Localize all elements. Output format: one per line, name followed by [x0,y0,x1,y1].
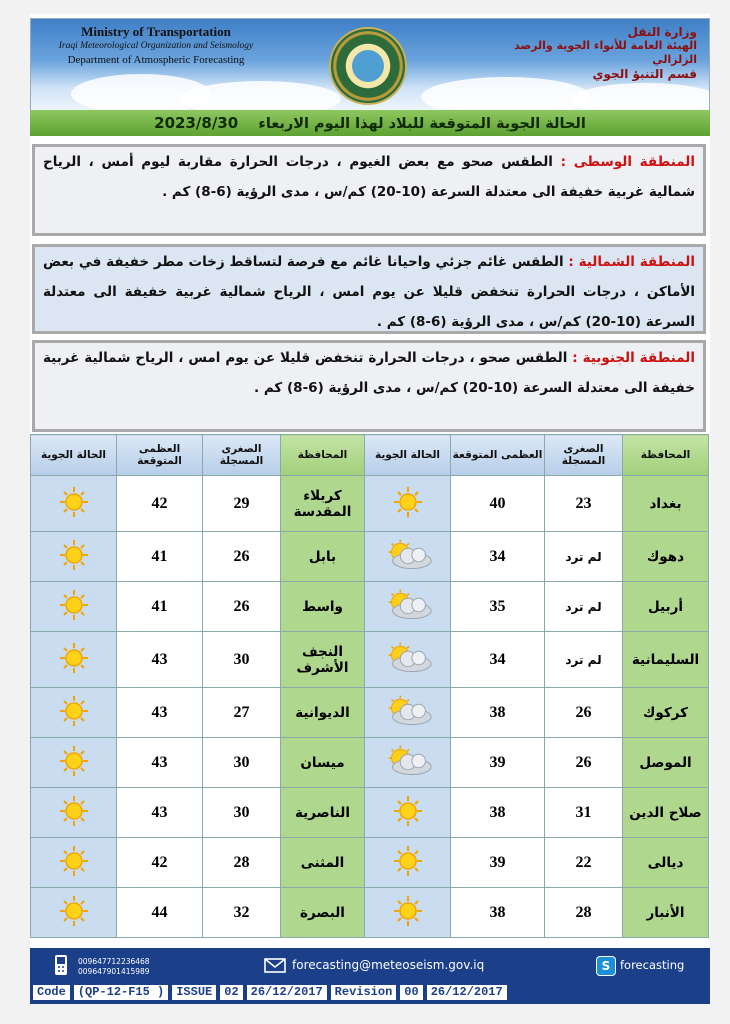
min-temp: 22 [545,838,623,888]
cloud-shape [181,81,341,112]
max-temp: 34 [451,632,545,688]
issue-label: ISSUE [171,984,217,1001]
sun-icon [31,632,117,688]
min-temp: 23 [545,476,623,532]
max-temp: 43 [117,738,203,788]
region-text: الطقس صحو مع بعض الغيوم ، درجات الحرارة مقاربة ليوم أمس ، الرياح شمالية غربية خفيفة الى معتدلة السرعة (10-20) كم/س ، مدى الرؤية (6-8) كم . [43,154,695,200]
header-max: العظمى المتوقعة [117,435,203,476]
header-weather: الحالة الجوية [31,435,117,476]
cloud-shape [421,77,591,112]
header-governorate: المحافظة [623,435,709,476]
governorate-name: دهوك [623,532,709,582]
table-row [31,582,709,632]
meteorological-seal-icon [329,27,407,105]
letterhead [30,18,710,112]
sun-icon [31,582,117,632]
arabic-heading [467,25,697,81]
governorate-name: الناصرية [281,788,365,838]
min-temp: 30 [203,788,281,838]
sun-icon [365,788,451,838]
governorate-name: النجف الأشرف [281,632,365,688]
table-row [31,532,709,582]
governorate-name: بغداد [623,476,709,532]
governorate-name: أربيل [623,582,709,632]
sun-icon [365,476,451,532]
sun-icon [365,888,451,938]
issue-date: 26/12/2017 [246,984,328,1001]
max-temp: 42 [117,476,203,532]
governorate-name: الأنبار [623,888,709,938]
table-row [31,788,709,838]
max-temp: 41 [117,582,203,632]
region-north [32,244,706,334]
header-weather: الحالة الجوية [365,435,451,476]
sun-icon [31,838,117,888]
code-value: (QP-12-F15 ) [73,984,169,1001]
governorate-name: ميسان [281,738,365,788]
max-temp: 39 [451,738,545,788]
email-address[interactable]: forecasting@meteoseism.gov.iq [292,958,485,972]
governorate-name: السليمانية [623,632,709,688]
organization-name-en: Iraqi Meteorological Organization and Seismology [58,41,254,51]
revision-label: Revision [330,984,398,1001]
min-temp: 26 [545,688,623,738]
sun-icon [365,838,451,888]
partly-cloudy-icon [365,688,451,738]
min-temp: 30 [203,632,281,688]
header-governorate: المحافظة [281,435,365,476]
department-name-ar: قسم التنبؤ الجوي [592,67,697,81]
phone-number: 009647712236468 [78,957,150,966]
governorate-name: صلاح الدين [623,788,709,838]
table-row [31,838,709,888]
forecast-date: 2023/8/30 [154,114,239,132]
partly-cloudy-icon [365,532,451,582]
governorate-name: كركوك [623,688,709,738]
partly-cloudy-icon [365,632,451,688]
max-temp: 41 [117,532,203,582]
max-temp: 39 [451,838,545,888]
max-temp: 43 [117,688,203,738]
region-name: المنطقة الوسطى : [560,154,695,170]
department-name-en: Department of Atmospheric Forecasting [67,54,245,66]
sun-icon [31,788,117,838]
min-temp: 31 [545,788,623,838]
region-name: المنطقة الجنوبية : [572,350,695,366]
forecast-title: الحالة الجوية المتوقعة للبلاد لهذا اليوم الاربعاء [258,116,586,132]
max-temp: 43 [117,788,203,838]
sun-icon [31,476,117,532]
max-temp: 40 [451,476,545,532]
max-temp: 43 [117,632,203,688]
min-temp: لم ترد [545,582,623,632]
region-central [32,144,706,236]
governorate-name: الموصل [623,738,709,788]
governorate-name: واسط [281,582,365,632]
sun-icon [31,888,117,938]
sun-icon [31,738,117,788]
governorate-name: كربلاء المقدسة [281,476,365,532]
region-text: الطقس غائم جزئي واحيانا غائم مع فرصة لتساقط زخات مطر خفيفة في بعض الأماكن ، درجات الحرارة تنخفض قليلا عن يوم امس ، الرياح شمالية غربية خفيفة الى معتدلة السرعة (10-20) كم/س ، مدى الرؤية (6-8) كم . [43,254,695,330]
min-temp: 28 [203,838,281,888]
min-temp: 30 [203,738,281,788]
envelope-icon [264,958,286,973]
governorate-name: ديالى [623,838,709,888]
governorate-name: الديوانية [281,688,365,738]
document-code-row [32,984,708,1001]
header-min: الصغرى المسجلة [203,435,281,476]
table-row [31,688,709,738]
min-temp: 29 [203,476,281,532]
organization-name-ar: الهيئة العامة للأنواء الجوية والرصد الزلزالي [514,39,697,66]
phone-numbers [78,957,150,977]
region-name: المنطقة الشمالية : [568,254,696,270]
sun-icon [31,532,117,582]
max-temp: 38 [451,888,545,938]
governorate-name: بابل [281,532,365,582]
partly-cloudy-icon [365,582,451,632]
governorate-forecast-table [30,434,709,938]
max-temp: 38 [451,688,545,738]
table-header-row [31,435,709,476]
min-temp: 32 [203,888,281,938]
min-temp: لم ترد [545,632,623,688]
ministry-name-ar: وزارة النقل [627,25,697,39]
min-temp: لم ترد [545,532,623,582]
max-temp: 42 [117,838,203,888]
region-text: الطقس صحو ، درجات الحرارة تنخفض قليلا عن يوم امس ، الرياح شمالية غربية خفيفة الى معتدلة السرعة (10-20) كم/س ، مدى الرؤية (6-8) كم . [43,350,695,396]
revision-number: 00 [399,984,423,1001]
min-temp: 27 [203,688,281,738]
footer-bar [30,948,710,1004]
region-south [32,340,706,432]
min-temp: 26 [545,738,623,788]
governorate-name: المثنى [281,838,365,888]
governorate-name: البصرة [281,888,365,938]
max-temp: 44 [117,888,203,938]
max-temp: 35 [451,582,545,632]
cloud-shape [571,83,710,112]
min-temp: 28 [545,888,623,938]
phone-icon [54,954,68,976]
header-min: الصغرى المسجلة [545,435,623,476]
sun-icon [31,688,117,738]
table-row [31,888,709,938]
phone-number: 009647901415989 [78,967,150,976]
max-temp: 38 [451,788,545,838]
header-max: العظمى المتوقعة [451,435,545,476]
skype-handle: forecasting [620,958,685,972]
issue-number: 02 [219,984,243,1001]
min-temp: 26 [203,582,281,632]
partly-cloudy-icon [365,738,451,788]
table-row [31,476,709,532]
skype-icon: S [596,956,616,976]
forecast-title-bar [30,110,710,136]
revision-date: 26/12/2017 [426,984,508,1001]
min-temp: 26 [203,532,281,582]
ministry-name-en: Ministry of Transportation [81,24,231,39]
table-row [31,738,709,788]
table-row [31,632,709,688]
forecast-page [30,14,710,1004]
english-heading [41,25,271,67]
max-temp: 34 [451,532,545,582]
code-label: Code [32,984,71,1001]
